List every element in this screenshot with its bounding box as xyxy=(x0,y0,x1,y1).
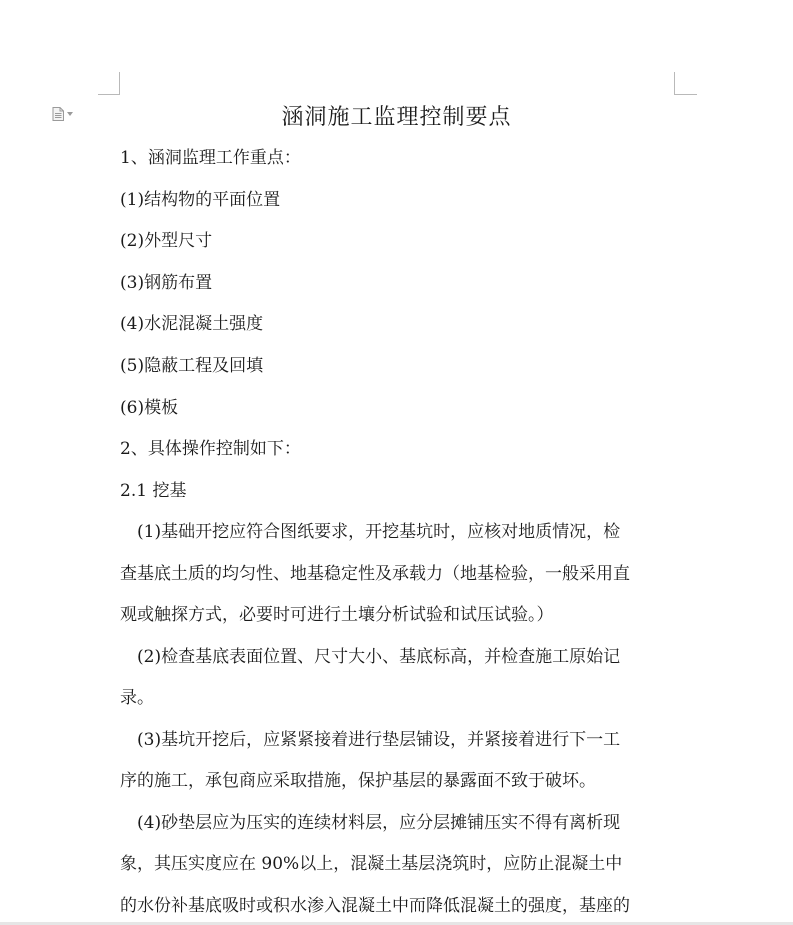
margin-corner-top-left xyxy=(98,72,120,95)
section2-heading: 2、具体操作控制如下： xyxy=(120,439,301,459)
subsection-heading: 2.1 挖基 xyxy=(120,481,187,501)
list-item: (1)结构物的平面位置 xyxy=(120,190,281,210)
margin-corner-top-right xyxy=(674,72,697,95)
paragraph-line: 录。 xyxy=(120,688,154,708)
paragraph-line: (1)基础开挖应符合图纸要求，开挖基坑时，应核对地质情况，检 xyxy=(137,522,621,542)
paragraph-line: 的水份补基底吸时或积水渗入混凝土中而降低混凝土的强度，基座的 xyxy=(120,896,630,916)
list-item: (4)水泥混凝土强度 xyxy=(120,314,264,334)
section1-heading: 1、涵洞监理工作重点： xyxy=(120,148,301,168)
paragraph-line: (2)检查基底表面位置、尺寸大小、基底标高，并检查施工原始记 xyxy=(137,647,621,667)
list-item: (5)隐蔽工程及回填 xyxy=(120,356,264,376)
paragraph-line: 观或触探方式，必要时可进行土壤分析试验和试压试验。） xyxy=(120,605,554,625)
list-item: (2)外型尺寸 xyxy=(120,231,213,251)
paragraph-line: (3)基坑开挖后，应紧紧接着进行垫层铺设，并紧接着进行下一工 xyxy=(137,730,621,750)
list-item: (6)模板 xyxy=(120,398,179,418)
paragraph-line: 序的施工，承包商应采取措施，保护基层的暴露面不致于破坏。 xyxy=(120,771,596,791)
paragraph-line: (4)砂垫层应为压实的连续材料层，应分层摊铺压实不得有离析现 xyxy=(137,813,621,833)
paragraph-line: 象，其压实度应在 90%以上，混凝土基层浇筑时，应防止混凝土中 xyxy=(120,854,623,874)
document-title: 涵洞施工监理控制要点 xyxy=(281,105,512,130)
paragraph-line: 查基底土质的均匀性、地基稳定性及承载力（地基检验，一般采用直 xyxy=(120,564,630,584)
list-item: (3)钢筋布置 xyxy=(120,273,213,293)
